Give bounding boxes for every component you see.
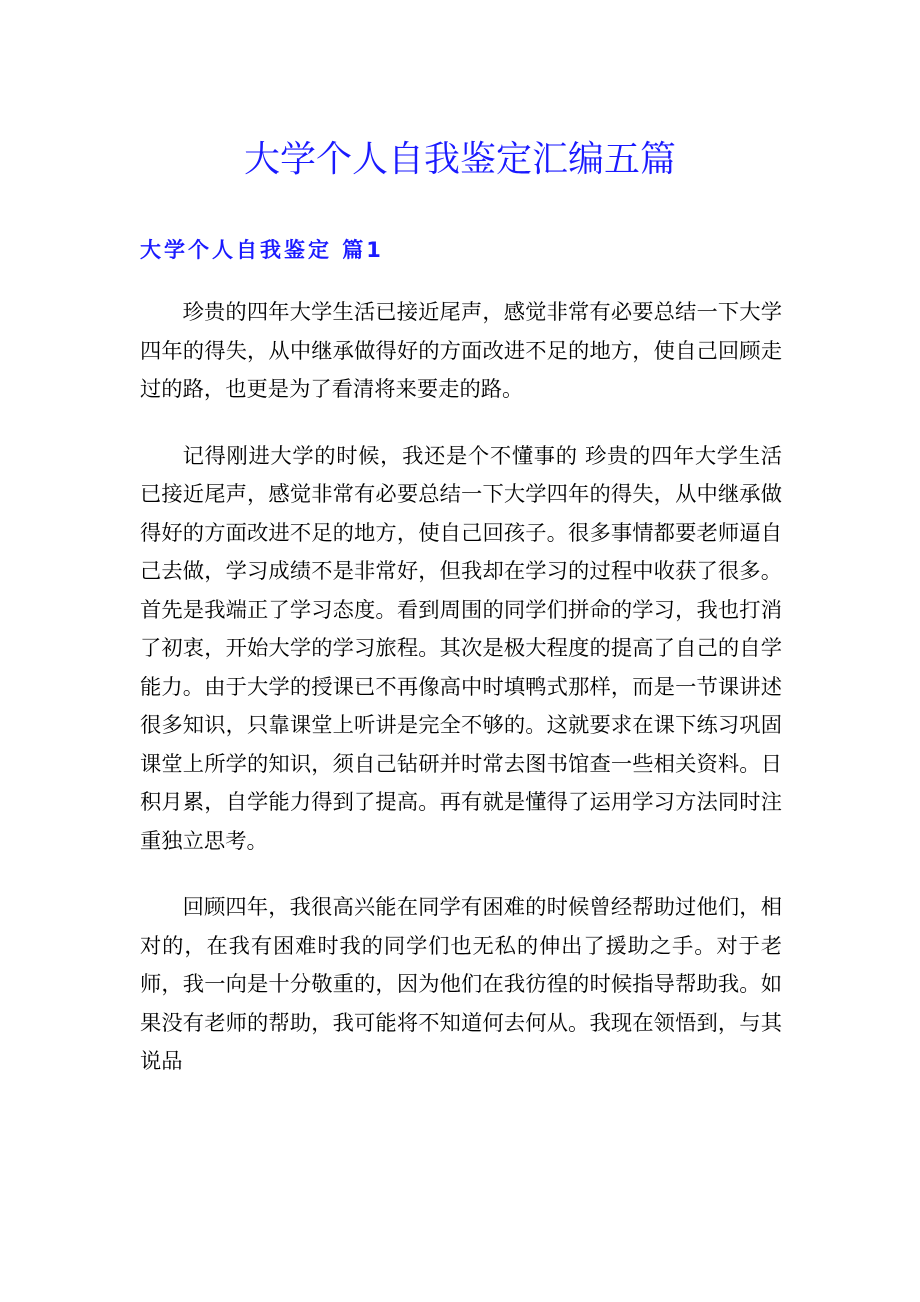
paragraph: 回顾四年，我很高兴能在同学有困难的时候曾经帮助过他们，相对的，在我有困难时我的同学们也无私的伸出了援助之手。对于老师，我一向是十分敬重的，因为他们在我彷徨的时候指导帮助我。如果没有老师的帮助，我可能将不知道何去何从。我现在领悟到，与其说品 [140, 895, 782, 1074]
section-body [140, 294, 782, 1110]
document-title: 大学个人自我鉴定汇编五篇 [243, 139, 676, 180]
section-heading: 大学个人自我鉴定 篇1 [140, 238, 384, 262]
paragraph: 珍贵的四年大学生活已接近尾声，感觉非常有必要总结一下大学四年的得失，从中继承做得好的方面改进不足的地方，使自己回顾走过的路，也更是为了看清将来要走的路。 [140, 300, 782, 402]
paragraph: 记得刚进大学的时候，我还是个不懂事的 珍贵的四年大学生活已接近尾声，感觉非常有必要总结一下大学四年的得失，从中继承做得好的方面改进不足的地方，使自己回孩子。很多事情都要老师逼自己去做，学习成绩不是非常好，但我却在学习的过程中收获了很多。首先是我端正了学习态度。看到周围的同学们拼命的学习，我也打消了初衷，开始大学的学习旅程。其次是极大程度的提高了自己的自学能力。由于大学的授课已不再像高中时填鸭式那样，而是一节课讲述很多知识，只靠课堂上听讲是完全不够的。这就要求在课下练习巩固课堂上所学的知识，须自己钻研并时常去图书馆查一些相关资料。日积月累，自学能力得到了提高。再有就是懂得了运用学习方法同时注重独立思考。 [140, 443, 782, 854]
